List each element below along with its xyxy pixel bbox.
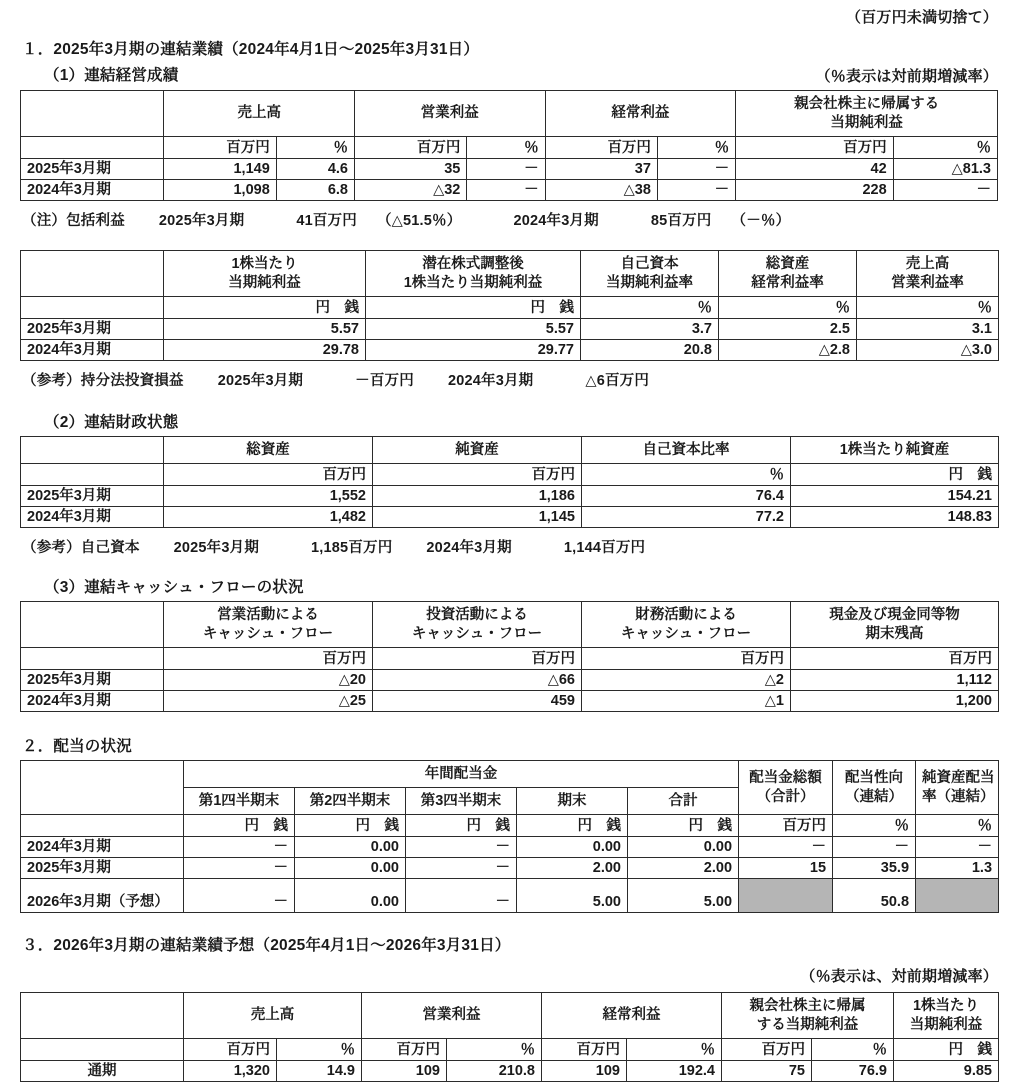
table1-corner-cell — [21, 91, 164, 137]
dividend-header-doe-line2: 率（連結） — [922, 788, 995, 805]
dividend-row0-q2: 0.00 — [295, 837, 406, 858]
table2-row0-label: 2025年3月期 — [21, 319, 164, 340]
table2-unit-row-label — [21, 297, 164, 319]
dividend-row0-total-amount: － — [739, 837, 833, 858]
note-comprehensive-prefix: （注）包括利益 — [22, 213, 125, 229]
dividend-row1-total: 2.00 — [628, 858, 739, 879]
dividend-row1-total-amount: 15 — [739, 858, 833, 879]
table2-header-diluted-eps — [366, 251, 581, 297]
dividend-header-q3: 第3四半期末 — [406, 788, 517, 815]
table-row — [21, 858, 999, 879]
note-comprehensive-income — [0, 209, 1024, 230]
forecast-row0-label: 通期 — [21, 1061, 184, 1082]
table2-corner-cell — [21, 251, 164, 297]
table4-unit-row-label — [21, 648, 164, 670]
forecast-row0-ordinary-pct: 192.4 — [627, 1061, 722, 1082]
note-equity-method-period1: 2025年3月期 — [217, 373, 304, 389]
dividend-unit-row-label — [21, 815, 184, 837]
forecast-header-operating: 営業利益 — [362, 993, 542, 1039]
table1-row0-net-pct: △81.3 — [893, 159, 997, 180]
forecast-row0-sales: 1,320 — [184, 1061, 277, 1082]
table3-row0-equity-ratio: 76.4 — [582, 486, 791, 507]
dividend-table-corner-cell — [21, 761, 184, 815]
note-equity-method-value2: △6百万円 — [585, 373, 650, 389]
table4-row0-investing-cf: △66 — [373, 670, 582, 691]
table2-row0-operating-margin: 3.1 — [857, 319, 999, 340]
table2-row1-eps: 29.78 — [164, 340, 366, 361]
table-per-share-ratios — [20, 250, 999, 361]
table2-row1-diluted-eps: 29.77 — [366, 340, 581, 361]
table1-row1-label: 2024年3月期 — [21, 180, 164, 201]
table4-row1-cash-balance: 1,200 — [791, 691, 999, 712]
forecast-header-ordinary: 経常利益 — [542, 993, 722, 1039]
table4-unit-investing-cf: 百万円 — [373, 648, 582, 670]
table4-header-operating-cf-line2: キャッシュ・フロー — [202, 625, 334, 642]
table3-unit-net-assets: 百万円 — [373, 464, 582, 486]
table4-row0-operating-cf: △20 — [164, 670, 373, 691]
forecast-unit-eps: 円 銭 — [894, 1039, 999, 1061]
table4-row1-financing-cf: △1 — [582, 691, 791, 712]
note-own-equity-value2: 1,144百万円 — [563, 540, 646, 556]
table-row — [21, 486, 999, 507]
note-equity-method-period2: 2024年3月期 — [447, 373, 534, 389]
forecast-header-net-income — [722, 993, 894, 1039]
table3-header-total-assets: 総資産 — [164, 437, 373, 464]
table4-header-cash-balance-line2: 期末残高 — [865, 625, 924, 642]
table2-row0-roe: 3.7 — [581, 319, 719, 340]
table2-header-roa-line1: 総資産 — [765, 255, 810, 272]
note-comprehensive-period2: 2024年3月期 — [513, 213, 599, 229]
table3-row0-net-assets: 1,186 — [373, 486, 582, 507]
table4-row0-cash-balance: 1,112 — [791, 670, 999, 691]
table1-header-net-income — [736, 91, 998, 137]
table1-row1-sales-pct: 6.8 — [276, 180, 354, 201]
dividend-unit-total-amount: 百万円 — [739, 815, 833, 837]
table1-unit-operating-million: 百万円 — [355, 137, 467, 159]
table2-unit-operating-margin: ％ — [857, 297, 999, 319]
dividend-row0-year-end: 0.00 — [517, 837, 628, 858]
dividend-row2-q3: － — [406, 879, 517, 913]
table-dividends — [20, 760, 999, 913]
table1-unit-operating-pct: ％ — [467, 137, 545, 159]
table1-header-sales: 売上高 — [164, 91, 355, 137]
forecast-corner-cell — [21, 993, 184, 1039]
table1-header-operating: 営業利益 — [355, 91, 546, 137]
table3-unit-bps: 円 銭 — [791, 464, 999, 486]
table-cash-flows — [20, 601, 999, 712]
dividend-unit-total: 円 銭 — [628, 815, 739, 837]
forecast-header-sales: 売上高 — [184, 993, 362, 1039]
dividend-header-payout-ratio-line1: 配当性向 — [845, 769, 904, 786]
table1-unit-net-pct: ％ — [893, 137, 997, 159]
table2-header-roe — [581, 251, 719, 297]
table1-row0-ordinary-pct: － — [657, 159, 735, 180]
table2-row1-roe: 20.8 — [581, 340, 719, 361]
table2-header-roa — [719, 251, 857, 297]
table-consolidated-results — [20, 90, 998, 201]
dividend-row1-payout-ratio: 35.9 — [833, 858, 916, 879]
dividend-row0-doe: － — [916, 837, 999, 858]
table1-row0-sales-pct: 4.6 — [276, 159, 354, 180]
dividend-unit-payout-ratio: ％ — [833, 815, 916, 837]
table4-row0-label: 2025年3月期 — [21, 670, 164, 691]
table3-row1-bps: 148.83 — [791, 507, 999, 528]
table4-row0-financing-cf: △2 — [582, 670, 791, 691]
dividend-row0-label: 2024年3月期 — [21, 837, 184, 858]
section-1-3-title: （3）連結キャッシュ・フローの状況 — [44, 579, 304, 596]
rounding-note: （百万円未満切捨て） — [845, 9, 998, 26]
dividend-row0-payout-ratio: － — [833, 837, 916, 858]
forecast-row0-eps: 9.85 — [894, 1061, 999, 1082]
table1-header-net-income-line2: 当期純利益 — [830, 114, 903, 131]
table1-row1-sales: 1,098 — [164, 180, 276, 201]
dividend-header-payout-ratio — [833, 761, 916, 815]
table2-row1-label: 2024年3月期 — [21, 340, 164, 361]
dividend-row2-payout-ratio: 50.8 — [833, 879, 916, 913]
dividend-unit-q3: 円 銭 — [406, 815, 517, 837]
dividend-row2-label: 2026年3月期（予想） — [21, 879, 184, 913]
note-comprehensive-pct2: （－％） — [731, 213, 791, 229]
forecast-unit-operating-million: 百万円 — [362, 1039, 447, 1061]
note-own-equity-value1: 1,185百万円 — [311, 540, 393, 556]
table-forecast — [20, 992, 999, 1082]
table2-row0-diluted-eps: 5.57 — [366, 319, 581, 340]
table3-row1-equity-ratio: 77.2 — [582, 507, 791, 528]
pct-note-section-1: （％表示は対前期増減率） — [815, 68, 998, 85]
table3-header-equity-ratio: 自己資本比率 — [582, 437, 791, 464]
table2-unit-eps: 円 銭 — [164, 297, 366, 319]
note-comprehensive-value1: 41百万円 — [296, 213, 357, 229]
forecast-header-eps-line1: 1株当たり — [912, 997, 980, 1014]
forecast-row0-sales-pct: 14.9 — [277, 1061, 362, 1082]
table1-row1-net: 228 — [736, 180, 893, 201]
dividend-row2-q1: － — [184, 879, 295, 913]
dividend-row1-doe: 1.3 — [916, 858, 999, 879]
dividend-header-doe — [916, 761, 999, 815]
dividend-header-total-amount — [739, 761, 833, 815]
table2-row0-roa: 2.5 — [719, 319, 857, 340]
table2-header-eps-line1: 1株当たり — [231, 255, 298, 272]
table3-unit-row-label — [21, 464, 164, 486]
table2-unit-roa: ％ — [719, 297, 857, 319]
note-comprehensive-value2: 85百万円 — [650, 213, 712, 229]
table3-row1-label: 2024年3月期 — [21, 507, 164, 528]
note-equity-method-value1: －百万円 — [355, 373, 414, 389]
table-row — [21, 507, 999, 528]
dividend-row0-total: 0.00 — [628, 837, 739, 858]
table4-header-investing-cf — [373, 602, 582, 648]
dividend-header-year-end: 期末 — [517, 788, 628, 815]
table-financial-position — [20, 436, 999, 528]
table2-header-eps-line2: 当期純利益 — [228, 274, 301, 291]
table1-unit-sales-million: 百万円 — [164, 137, 276, 159]
note-own-equity-period2: 2024年3月期 — [426, 540, 512, 556]
table4-unit-financing-cf: 百万円 — [582, 648, 791, 670]
table3-row0-total-assets: 1,552 — [164, 486, 373, 507]
dividend-header-total: 合計 — [628, 788, 739, 815]
forecast-unit-operating-pct: ％ — [447, 1039, 542, 1061]
dividend-header-doe-line1: 純資産配当 — [922, 769, 995, 786]
table1-row1-operating-pct: － — [467, 180, 545, 201]
forecast-header-net-income-line1: 親会社株主に帰属 — [749, 997, 866, 1014]
note-equity-method-prefix: （参考）持分法投資損益 — [22, 373, 184, 389]
table2-row1-roa: △2.8 — [719, 340, 857, 361]
forecast-header-eps — [894, 993, 999, 1039]
dividend-row0-q3: － — [406, 837, 517, 858]
dividend-row1-year-end: 2.00 — [517, 858, 628, 879]
forecast-row0-ordinary: 109 — [542, 1061, 627, 1082]
forecast-row0-operating-pct: 210.8 — [447, 1061, 542, 1082]
table1-row1-net-pct: － — [893, 180, 997, 201]
table4-header-financing-cf — [582, 602, 791, 648]
table4-header-financing-cf-line1: 財務活動による — [635, 606, 737, 623]
table2-row0-eps: 5.57 — [164, 319, 366, 340]
dividend-header-payout-ratio-line2: （連結） — [845, 788, 904, 805]
note-comprehensive-pct1: （△51.5％） — [376, 213, 462, 229]
table1-header-net-income-line1: 親会社株主に帰属する — [794, 95, 940, 112]
section-1-2-title: （2）連結財政状態 — [44, 414, 179, 431]
table2-row1-operating-margin: △3.0 — [857, 340, 999, 361]
table1-row0-sales: 1,149 — [164, 159, 276, 180]
table-row — [21, 670, 999, 691]
table1-unit-row-label — [21, 137, 164, 159]
table4-corner-cell — [21, 602, 164, 648]
table1-row1-ordinary: △38 — [545, 180, 657, 201]
table4-row1-operating-cf: △25 — [164, 691, 373, 712]
table1-header-ordinary: 経常利益 — [545, 91, 736, 137]
table1-unit-ordinary-million: 百万円 — [545, 137, 657, 159]
forecast-header-eps-line2: 当期純利益 — [909, 1016, 983, 1033]
table1-row0-net: 42 — [736, 159, 893, 180]
dividend-row2-total-amount-shaded — [739, 879, 833, 913]
table1-row0-ordinary: 37 — [545, 159, 657, 180]
table2-header-diluted-eps-line2: 1株当たり当期純利益 — [403, 274, 543, 291]
table4-unit-operating-cf: 百万円 — [164, 648, 373, 670]
table-row — [21, 1061, 999, 1082]
forecast-row0-net-pct: 76.9 — [812, 1061, 894, 1082]
table-row — [21, 319, 999, 340]
table3-unit-total-assets: 百万円 — [164, 464, 373, 486]
note-own-equity-prefix: （参考）自己資本 — [22, 540, 140, 556]
table2-unit-diluted-eps: 円 銭 — [366, 297, 581, 319]
section-3-title: ３．2026年3月期の連結業績予想（2025年4月1日～2026年3月31日） — [22, 937, 511, 954]
table4-header-financing-cf-line2: キャッシュ・フロー — [620, 625, 752, 642]
note-comprehensive-period1: 2025年3月期 — [158, 213, 245, 229]
table-row — [21, 691, 999, 712]
table1-unit-net-million: 百万円 — [736, 137, 893, 159]
table1-row0-operating: 35 — [355, 159, 467, 180]
dividend-unit-q1: 円 銭 — [184, 815, 295, 837]
forecast-row0-net: 75 — [722, 1061, 812, 1082]
dividend-unit-doe: ％ — [916, 815, 999, 837]
dividend-unit-q2: 円 銭 — [295, 815, 406, 837]
section-1-1-title: （1）連結経営成績 — [44, 67, 179, 84]
table4-header-investing-cf-line1: 投資活動による — [426, 606, 528, 623]
table-row — [21, 340, 999, 361]
table2-header-roe-line2: 当期純利益率 — [606, 274, 693, 291]
pct-note-section-3: （％表示は、対前期増減率） — [800, 968, 998, 985]
table-row — [21, 879, 999, 913]
forecast-unit-net-million: 百万円 — [722, 1039, 812, 1061]
forecast-unit-sales-pct: ％ — [277, 1039, 362, 1061]
table-row — [21, 180, 998, 201]
table4-row1-label: 2024年3月期 — [21, 691, 164, 712]
table4-unit-cash-balance: 百万円 — [791, 648, 999, 670]
table3-header-net-assets: 純資産 — [373, 437, 582, 464]
table1-unit-ordinary-pct: ％ — [657, 137, 735, 159]
forecast-unit-net-pct: ％ — [812, 1039, 894, 1061]
table4-row1-investing-cf: 459 — [373, 691, 582, 712]
table3-row0-label: 2025年3月期 — [21, 486, 164, 507]
dividend-header-q1: 第1四半期末 — [184, 788, 295, 815]
table2-header-eps — [164, 251, 366, 297]
table4-header-cash-balance — [791, 602, 999, 648]
note-equity-method — [0, 369, 1024, 390]
forecast-row0-operating: 109 — [362, 1061, 447, 1082]
table2-header-diluted-eps-line1: 潜在株式調整後 — [422, 255, 524, 272]
note-own-equity-period1: 2025年3月期 — [173, 540, 260, 556]
dividend-unit-year-end: 円 銭 — [517, 815, 628, 837]
table1-row0-label: 2025年3月期 — [21, 159, 164, 180]
table3-row1-total-assets: 1,482 — [164, 507, 373, 528]
dividend-header-total-amount-line2: （合計） — [756, 788, 815, 805]
dividend-row1-q1: － — [184, 858, 295, 879]
table-row — [21, 837, 999, 858]
forecast-header-net-income-line2: する当期純利益 — [756, 1016, 859, 1033]
forecast-unit-ordinary-pct: ％ — [627, 1039, 722, 1061]
dividend-row2-doe-shaded — [916, 879, 999, 913]
table2-header-roa-line2: 経常利益率 — [751, 274, 824, 291]
section-1-title: １．2025年3月期の連結業績（2024年4月1日～2025年3月31日） — [22, 41, 480, 58]
table3-unit-equity-ratio: ％ — [582, 464, 791, 486]
forecast-unit-ordinary-million: 百万円 — [542, 1039, 627, 1061]
dividend-header-total-amount-line1: 配当金総額 — [749, 769, 822, 786]
table2-header-operating-margin-line2: 営業利益率 — [891, 274, 964, 291]
dividend-row1-q3: － — [406, 858, 517, 879]
table2-header-operating-margin — [857, 251, 999, 297]
dividend-row1-q2: 0.00 — [295, 858, 406, 879]
dividend-header-q2: 第2四半期末 — [295, 788, 406, 815]
table1-row0-operating-pct: － — [467, 159, 545, 180]
dividend-row0-q1: － — [184, 837, 295, 858]
note-own-equity — [0, 536, 1024, 557]
forecast-unit-row-label — [21, 1039, 184, 1061]
dividend-row2-q2: 0.00 — [295, 879, 406, 913]
table-row — [21, 159, 998, 180]
table3-row0-bps: 154.21 — [791, 486, 999, 507]
table2-header-operating-margin-line1: 売上高 — [905, 255, 950, 272]
dividend-header-annual: 年間配当金 — [184, 761, 739, 788]
table2-unit-roe: ％ — [581, 297, 719, 319]
table1-unit-sales-pct: ％ — [276, 137, 354, 159]
dividend-row2-total: 5.00 — [628, 879, 739, 913]
section-2-title: ２．配当の状況 — [22, 738, 132, 755]
dividend-row2-year-end: 5.00 — [517, 879, 628, 913]
table3-header-bps: 1株当たり純資産 — [791, 437, 999, 464]
table2-header-roe-line1: 自己資本 — [620, 255, 679, 272]
table4-header-operating-cf-line1: 営業活動による — [217, 606, 319, 623]
table1-row1-operating: △32 — [355, 180, 467, 201]
dividend-row1-label: 2025年3月期 — [21, 858, 184, 879]
table3-row1-net-assets: 1,145 — [373, 507, 582, 528]
forecast-unit-sales-million: 百万円 — [184, 1039, 277, 1061]
table3-corner-cell — [21, 437, 164, 464]
table1-row1-ordinary-pct: － — [657, 180, 735, 201]
table4-header-cash-balance-line1: 現金及び現金同等物 — [829, 606, 960, 623]
table4-header-operating-cf — [164, 602, 373, 648]
table4-header-investing-cf-line2: キャッシュ・フロー — [411, 625, 543, 642]
